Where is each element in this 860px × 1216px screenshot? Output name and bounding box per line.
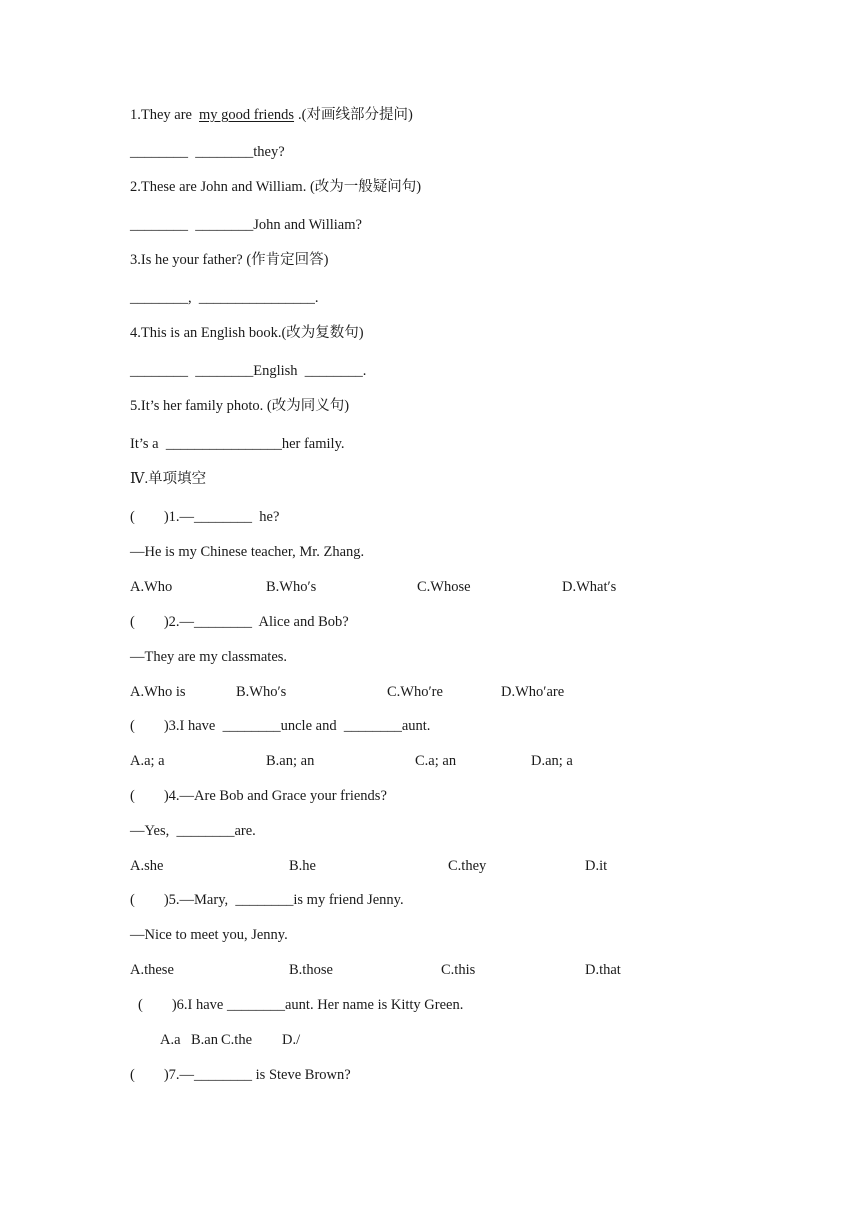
mc-6-option-a: A.a	[160, 1032, 181, 1048]
section-heading: Ⅳ.单项填空	[130, 471, 207, 487]
mc-2-option-b: B.Who′s	[236, 684, 287, 700]
mc-2-option-a: A.Who is	[130, 684, 186, 700]
mc-3-stem: ( )3.I have ________uncle and ________aunt.	[130, 718, 431, 734]
mc-3-option-c: C.a; an	[415, 753, 457, 769]
mc-2-option-d: D.Who′are	[501, 684, 565, 700]
mc-1-option-a: A.Who	[130, 579, 173, 595]
q3-1-answer-line: ________ ________they?	[130, 144, 285, 160]
mc-4-option-c: C.they	[448, 858, 487, 874]
mc-3-option-d: D.an; a	[531, 753, 573, 769]
mc-6-option-d: D./	[282, 1032, 301, 1048]
mc-5-reply: —Nice to meet you, Jenny.	[130, 927, 288, 943]
q3-3-answer-line: ________, ________________.	[130, 290, 319, 306]
mc-6-stem: ( )6.I have ________aunt. Her name is Kitty Green.	[138, 997, 464, 1013]
mc-2-option-c: C.Who′re	[387, 684, 443, 700]
mc-7-stem: ( )7.—________ is Steve Brown?	[130, 1067, 351, 1083]
mc-3-option-b: B.an; an	[266, 753, 315, 769]
mc-6-option-b: B.an	[191, 1032, 218, 1048]
mc-5-option-b: B.those	[289, 962, 333, 978]
mc-1-option-c: C.Whose	[417, 579, 471, 595]
q3-1-underlined: my good friends	[199, 107, 295, 123]
mc-5-option-a: A.these	[130, 962, 174, 978]
q3-2-prompt: 2.These are John and William. (改为一般疑问句)	[130, 179, 422, 195]
q3-3-prompt: 3.Is he your father? (作肯定回答)	[130, 252, 329, 268]
mc-1-reply: —He is my Chinese teacher, Mr. Zhang.	[130, 544, 365, 560]
q3-1-post: .(对画线部分提问)	[298, 107, 413, 123]
q3-1-pre: 1.They are	[130, 107, 196, 123]
mc-4-reply: —Yes, ________are.	[130, 823, 256, 839]
mc-4-option-d: D.it	[585, 858, 608, 874]
mc-5-option-d: D.that	[585, 962, 621, 978]
mc-1-option-d: D.What′s	[562, 579, 617, 595]
q3-5-answer-line: It’s a ________________her family.	[130, 436, 345, 452]
mc-2-reply: —They are my classmates.	[130, 649, 288, 665]
q3-2-answer-line: ________ ________John and William?	[130, 217, 362, 233]
mc-3-option-a: A.a; a	[130, 753, 165, 769]
mc-4-option-b: B.he	[289, 858, 316, 874]
mc-6-option-c: C.the	[221, 1032, 253, 1048]
q3-5-prompt: 5.It’s her family photo. (改为同义句)	[130, 398, 350, 414]
mc-1-option-b: B.Who′s	[266, 579, 317, 595]
mc-4-option-a: A.she	[130, 858, 164, 874]
mc-5-option-c: C.this	[441, 962, 476, 978]
mc-5-stem: ( )5.—Mary, ________is my friend Jenny.	[130, 892, 404, 908]
mc-1-stem: ( )1.—________ he?	[130, 509, 280, 525]
mc-4-stem: ( )4.—Are Bob and Grace your friends?	[130, 788, 387, 804]
q3-4-prompt: 4.This is an English book.(改为复数句)	[130, 325, 364, 341]
mc-2-stem: ( )2.—________ Alice and Bob?	[130, 614, 349, 630]
q3-4-answer-line: ________ ________English ________.	[130, 363, 367, 379]
